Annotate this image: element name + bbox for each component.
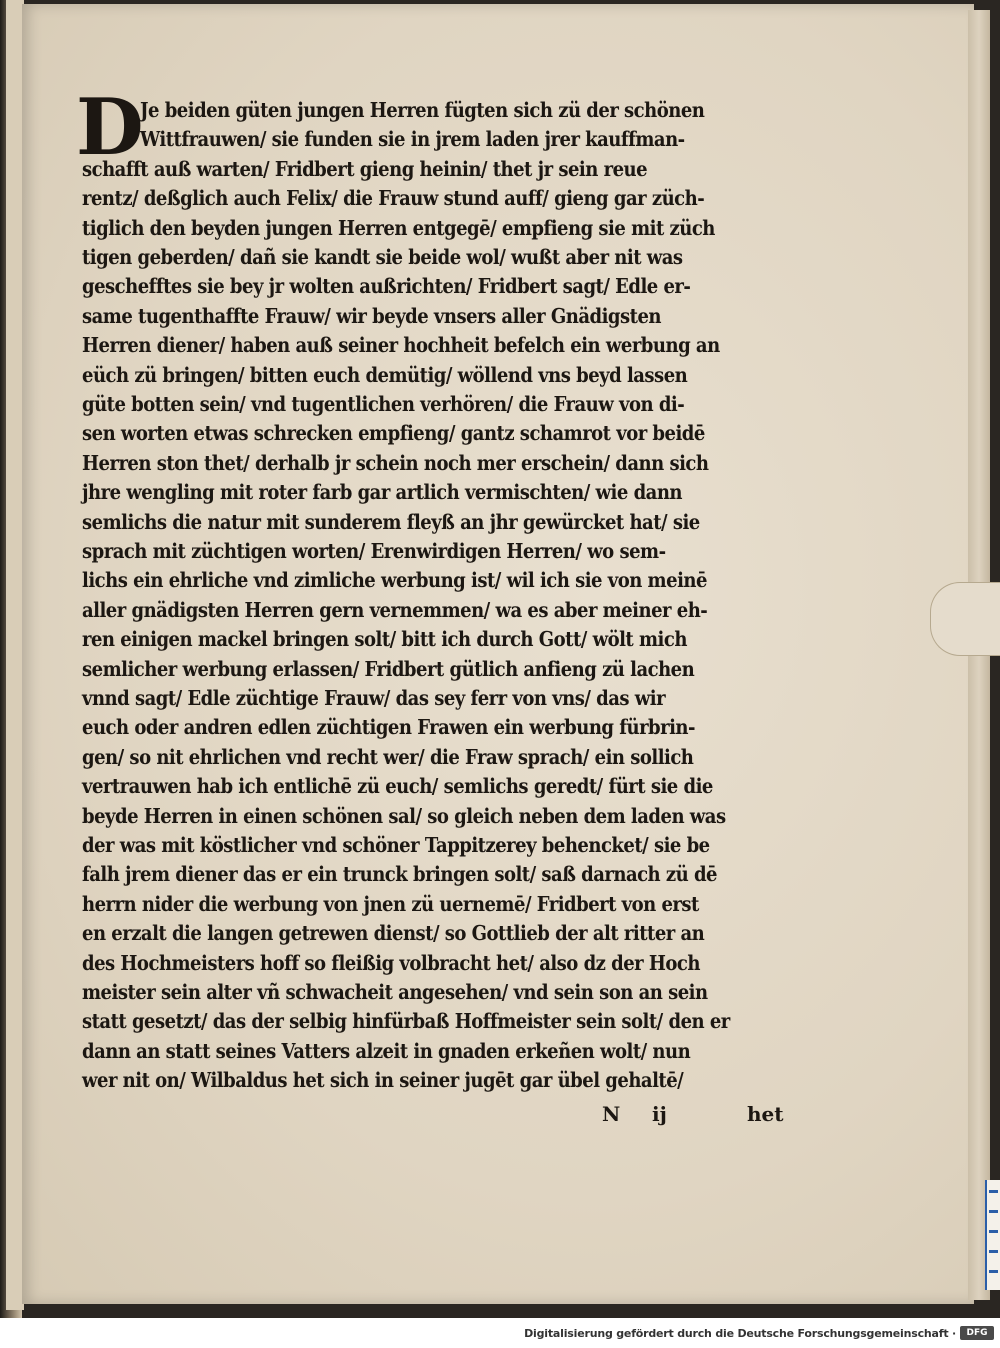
text-line: des Hochmeisters hoff so fleißig volbracht het/ also dz der Hoch [82, 950, 700, 975]
text-line: Je beiden güten jungen Herren fügten sich zü der schönen [140, 98, 705, 122]
text-line: ren einigen mackel bringen solt/ bitt ich durch Gott/ wölt mich [82, 627, 687, 652]
text-line: gen/ so nit ehrlichen vnd recht wer/ die Fraw sprach/ ein sollich [82, 744, 694, 769]
text-line: güte botten sein/ vnd tugentlichen verhören/ die Frauw von di- [82, 392, 685, 416]
text-line: tigen geberden/ dañ sie kandt sie beide wol/ wußt aber nit was [82, 245, 683, 269]
text-line: Herren ston thet/ derhalb jr schein noch mer erschein/ dann sich [82, 450, 709, 475]
text-line: euch oder andren edlen züchtigen Frawen ein werbung fürbrin- [82, 715, 695, 740]
book-page [22, 4, 974, 1304]
text-line: vnnd sagt/ Edle züchtige Frauw/ das sey ferr von vns/ das wir [82, 686, 666, 710]
text-line: geschefftes sie bey jr wolten außrichten/ Fridbert sagt/ Edle er- [82, 274, 691, 299]
footer [0, 1318, 1000, 1348]
text-line: der was mit köstlicher vnd schöner Tappitzerey behencket/ sie be [82, 833, 710, 857]
footer-credit: Digitalisierung gefördert durch die Deutsche Forschungsgemeinschaft · [524, 1327, 956, 1340]
text-line: en erzalt die langen getrewen dienst/ so Gottlieb der alt ritter an [82, 921, 705, 946]
color-ruler [985, 1180, 1000, 1290]
text-line: vertrauwen hab ich entlichē zü euch/ semlichs geredt/ fürt sie die [82, 774, 713, 799]
text-line: meister sein alter vñ schwacheit angesehen/ vnd sein son an sein [82, 980, 708, 1004]
text-line: herrn nider die werbung von jnen zü uernemē/ Fridbert von erst [82, 891, 699, 916]
text-line: semlicher werbung erlassen/ Fridbert gütlich anfieng zü lachen [82, 656, 695, 681]
text-line: rentz/ deßglich auch Felix/ die Frauw stund auff/ gieng gar züch- [82, 186, 705, 211]
text-line: Wittfrauwen/ sie funden sie in jrem laden jrer kauffman- [140, 127, 685, 152]
signature-mark: N [602, 1102, 621, 1126]
text-line: eüch zü bringen/ bitten euch demütig/ wöllend vns beyd lassen [82, 362, 688, 387]
catchword: het [747, 1102, 784, 1126]
signature-number: ij [652, 1102, 667, 1126]
signature-line [602, 1102, 802, 1132]
text-line: jhre wengling mit roter farb gar artlich vermischten/ wie dann [82, 480, 682, 505]
drop-initial: D [76, 82, 144, 173]
text-line: sprach mit züchtigen worten/ Erenwirdigen Herren/ wo sem- [82, 539, 666, 563]
text-line: statt gesetzt/ das der selbig hinfürbaß Hoffmeister sein solt/ den er [82, 1009, 730, 1034]
text-line: lichs ein ehrliche vnd zimliche werbung ist/ wil ich sie von meinē [82, 568, 707, 593]
text-line: same tugenthaffte Frauw/ wir beyde vnsers aller Gnädigsten [82, 303, 661, 328]
text-line: Herren diener/ haben auß seiner hochheit befelch ein werbung an [82, 333, 720, 358]
page-tab [930, 582, 1000, 656]
text-line: semlichs die natur mit sunderem fleyß an jhr gewürcket hat/ sie [82, 509, 700, 534]
text-line: falh jrem diener das er ein trunck bringen solt/ saß darnach zü dē [82, 862, 718, 887]
text-line: tiglich den beyden jungen Herren entgegē/ empfieng sie mit züch [82, 215, 715, 240]
text-line: sen worten etwas schrecken empfieng/ gantz schamrot vor beidē [82, 421, 705, 446]
dfg-logo: DFG [960, 1326, 994, 1340]
text-line: schafft auß warten/ Fridbert gieng heinin/ thet jr sein reue [82, 156, 648, 181]
text-line: wer nit on/ Wilbaldus het sich in seiner jugēt gar übel gehaltē/ [82, 1068, 684, 1093]
text-line: aller gnädigsten Herren gern vernemmen/ wa es aber meiner eh- [82, 597, 708, 622]
text-line: beyde Herren in einen schönen sal/ so gleich neben dem laden was [82, 803, 726, 828]
text-line: dann an statt seines Vatters alzeit in gnaden erkeñen wolt/ nun [82, 1038, 691, 1063]
